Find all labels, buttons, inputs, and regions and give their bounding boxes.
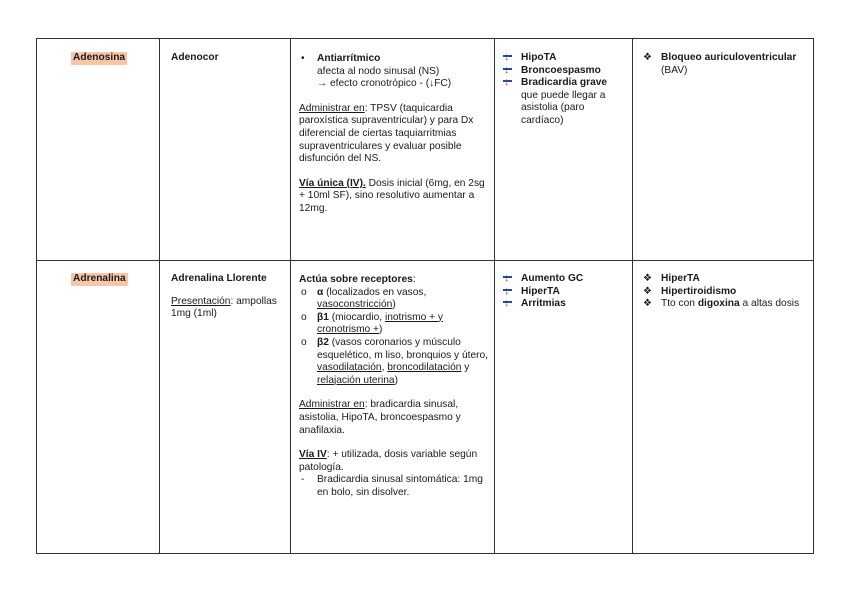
administration-text: Administrar en: TPSV (taquicardia paroxística supraventricular) y para Dx diferencial de ciertas taquiarritmias supraventriculares y evaluar posible disfunción del NS. (299, 102, 474, 165)
mechanism-cell (299, 53, 491, 216)
route-text: Vía IV: + utilizada, dosis variable según patología. (299, 449, 478, 473)
diamond-bullet-icon: ❖ (643, 52, 652, 63)
dosage-item: - Bradicardia sinusal sintomática: 1mg en bolo, sin disolver. (301, 474, 483, 498)
drug-table (36, 38, 814, 554)
mechanism-cell (299, 274, 493, 500)
side-effect-item: ↓ Arritmias (503, 298, 629, 311)
contraindications-cell (643, 52, 811, 77)
bullet-marker: • (301, 53, 305, 64)
presentation-text: Presentación: ampollas 1mg (1ml) (171, 295, 277, 320)
drug-name: Adenosina (73, 52, 126, 63)
column-divider (290, 39, 291, 553)
down-arrow-bullet-icon (503, 273, 513, 285)
commercial-name-cell (171, 273, 287, 321)
mechanism-bullet-item (299, 53, 491, 91)
down-arrow-bullet-icon (503, 65, 513, 77)
mechanism-title: Antiarrítmico (317, 53, 381, 64)
drug-name: Adrenalina (73, 273, 126, 284)
diamond-bullet-icon: ❖ (643, 285, 652, 297)
commercial-name: Adrenalina Llorente (171, 273, 267, 284)
down-arrow-bullet-icon (503, 77, 513, 89)
down-arrow-bullet-icon (503, 286, 513, 298)
receptor-item: o β2 (vasos coronarios y músculo esquelético, m liso, bronquios y útero, vasodilatación, broncodilatación y relajación uterina) (301, 336, 489, 386)
commercial-name-cell (171, 52, 287, 65)
diamond-bullet-icon: ❖ (643, 298, 652, 310)
down-arrow-bullet-icon (503, 52, 513, 64)
side-effect-note: que puede llegar a asistolia (paro cardíaco) (521, 89, 606, 126)
side-effect-item: ↓ Broncoespasmo (503, 65, 629, 78)
drug-name-cell (71, 52, 157, 65)
mechanism-line: afecta al nodo sinusal (NS) (317, 65, 440, 77)
contraindication-item: ❖ Tto con digoxina a altas dosis (643, 298, 800, 310)
receptor-item: o β1 (miocardio, inotrismo + y cronotrismo +) (301, 311, 443, 336)
side-effects-cell (503, 52, 629, 128)
commercial-name: Adenocor (171, 52, 219, 63)
contraindication-item: ❖ Bloqueo auriculoventricular (BAV) (643, 52, 797, 76)
row-divider (37, 260, 813, 261)
receptors-heading: Actúa sobre receptores: (299, 274, 416, 285)
down-arrow-bullet-icon (503, 298, 513, 310)
side-effect-item: ↓ Aumento GC (503, 273, 629, 286)
receptor-item: o α (localizados en vasos, vasoconstricción) (301, 286, 427, 311)
side-effect-item: ↓ Bradicardia grave que puede llegar a asistolia (paro cardíaco) (503, 77, 629, 127)
drug-name-cell (71, 273, 157, 286)
side-effect-item: ↓ HiperTA (503, 286, 629, 299)
column-divider (494, 39, 495, 553)
mechanism-line: → efecto cronotrópico - (↓FC) (317, 78, 452, 90)
contraindication-item: ❖ Hipertiroidismo (643, 285, 737, 297)
contraindication-item: ❖ HiperTA (643, 273, 700, 284)
administration-text: Administrar en: bradicardia sinusal, asistolia, HipoTA, broncoespasmo y anafilaxia. (299, 399, 461, 436)
column-divider (632, 39, 633, 553)
column-divider (159, 39, 160, 553)
side-effects-cell (503, 273, 629, 311)
contraindications-cell (643, 273, 811, 311)
route-text: Vía única (IV). Dosis inicial (6mg, en 2sg + 10ml SF), sino resolutivo aumentar a 12mg. (299, 177, 485, 214)
diamond-bullet-icon: ❖ (643, 273, 652, 284)
side-effect-item: ↓ HipoTA (503, 52, 629, 65)
